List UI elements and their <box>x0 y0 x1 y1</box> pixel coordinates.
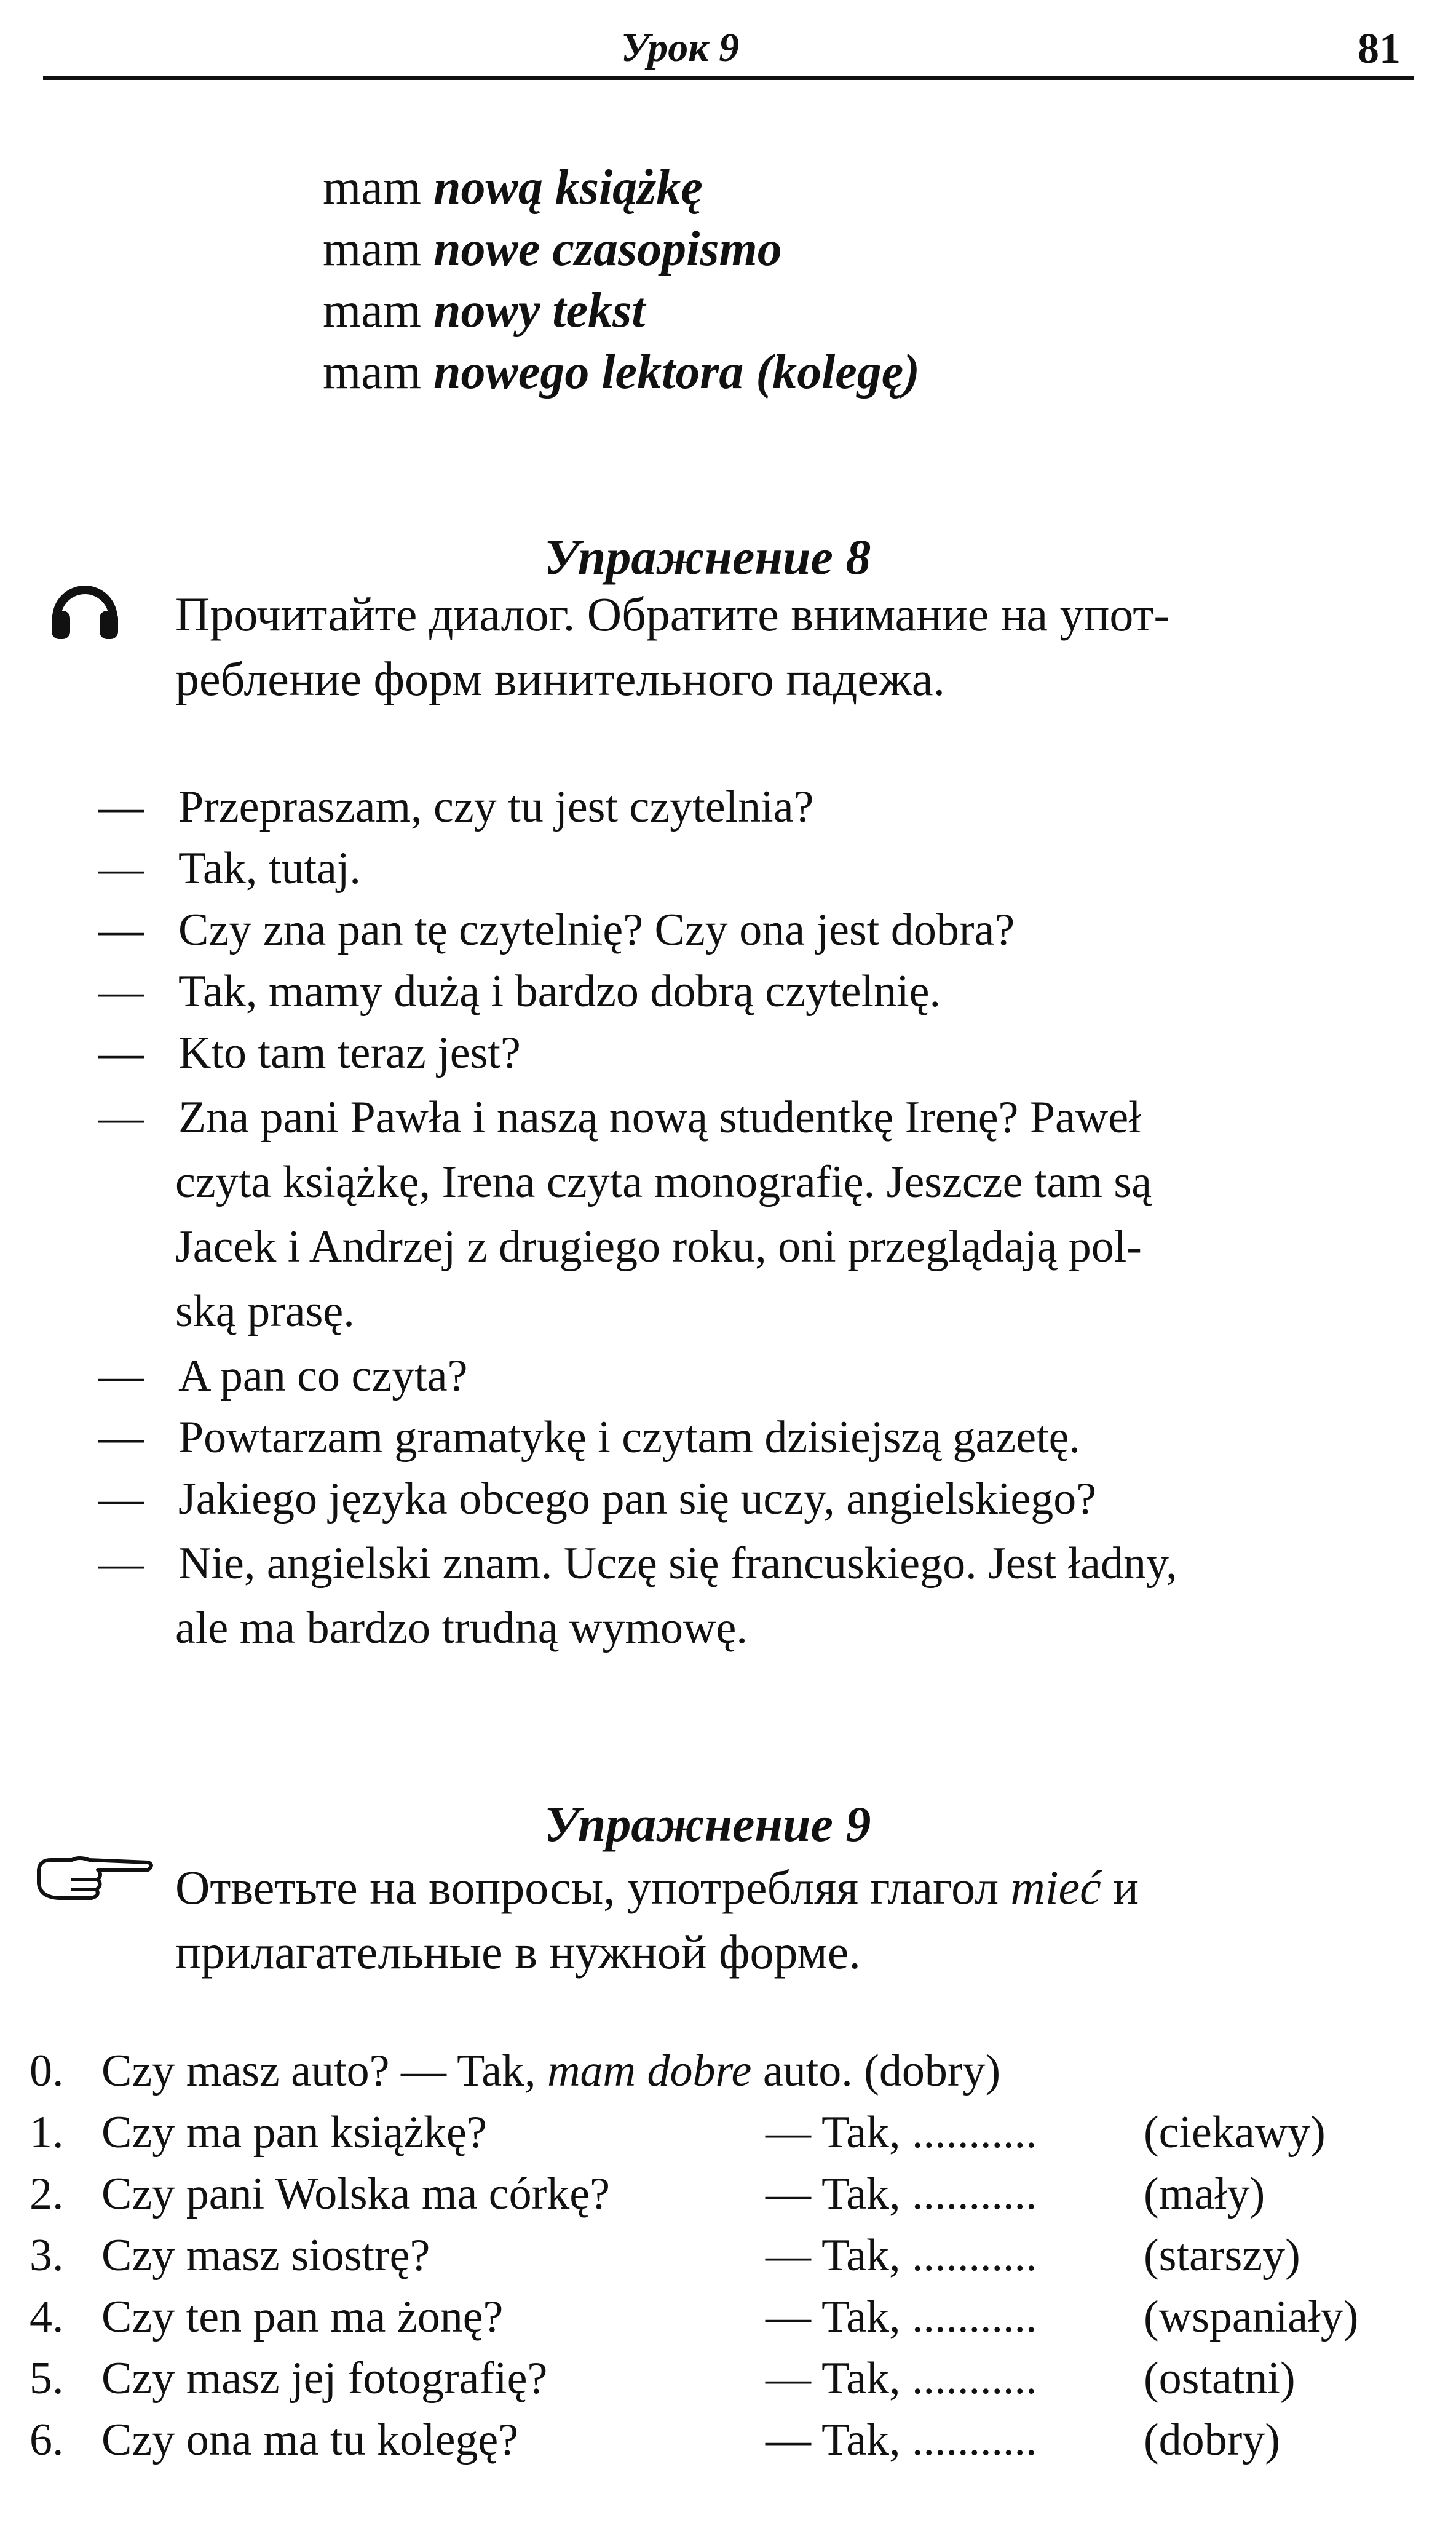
item-answer-blank: — Tak, ........... <box>766 2415 1037 2465</box>
dialog-line: — A pan co czyta? <box>98 1351 468 1401</box>
item-number: 5. <box>30 2353 64 2404</box>
item-number: 1. <box>30 2107 64 2158</box>
item-hint: (wspaniały) <box>1144 2292 1359 2342</box>
example-answer: Czy masz auto? — Tak, mam dobre auto. (dobry) <box>101 2046 1001 2096</box>
dialog-line-continuation: Jacek i Andrzej z drugiego roku, oni przeglądają pol- <box>175 1222 1142 1272</box>
dialog-line: — Powtarzam gramatykę i czytam dzisiejszą gazetę. <box>98 1412 1080 1463</box>
item-hint: (ostatni) <box>1144 2353 1296 2404</box>
item-number: 2. <box>30 2169 64 2219</box>
item-question: Czy pani Wolska ma córkę? <box>101 2169 610 2219</box>
item-answer-blank: — Tak, ........... <box>766 2230 1037 2281</box>
item-answer-blank: — Tak, ........... <box>766 2107 1037 2158</box>
dialog-line: — Kto tam teraz jest? <box>98 1028 521 1078</box>
dialog-line-continuation: czyta książkę, Irena czyta monografię. Jeszcze tam są <box>175 1157 1152 1207</box>
example-phrase: mam nowy tekst <box>323 284 646 338</box>
exercise-8-instruction: ребление форм винительного падежа. <box>175 652 945 705</box>
item-hint: (mały) <box>1144 2169 1265 2219</box>
dialog-line: — Czy zna pan tę czytelnię? Czy ona jest dobra? <box>98 905 1015 955</box>
item-question: Czy ten pan ma żonę? <box>101 2292 504 2342</box>
exercise-9-instruction: прилагательные в нужной форме. <box>175 1925 861 1979</box>
dialog-line: — Tak, mamy dużą i bardzo dobrą czytelnię. <box>98 966 941 1017</box>
exercise-8-instruction: Прочитайте диалог. Обратите внимание на упот- <box>175 587 1170 641</box>
example-phrase: mam nowe czasopismo <box>323 222 782 276</box>
header-rule <box>43 76 1414 80</box>
chapter-title: Урок 9 <box>621 25 740 70</box>
item-hint: (dobry) <box>1144 2415 1280 2465</box>
item-question: Czy ona ma tu kolegę? <box>101 2415 519 2465</box>
page-number: 81 <box>1358 25 1401 73</box>
dialog-line: — Zna pani Pawła i naszą nową studentkę Irenę? Paweł <box>98 1092 1141 1143</box>
item-question: Czy masz siostrę? <box>101 2230 430 2281</box>
dialog-line: — Nie, angielski znam. Uczę się francuskiego. Jest ładny, <box>98 1538 1177 1589</box>
exercise-8-heading: Упражнение 8 <box>544 529 871 585</box>
item-answer-blank: — Tak, ........... <box>766 2353 1037 2404</box>
item-question: Czy masz jej fotografię? <box>101 2353 548 2404</box>
item-question: Czy ma pan książkę? <box>101 2107 487 2158</box>
item-number: 6. <box>30 2415 64 2465</box>
dialog-line: — Jakiego języka obcego pan się uczy, angielskiego? <box>98 1474 1097 1524</box>
item-number: 4. <box>30 2292 64 2342</box>
item-answer-blank: — Tak, ........... <box>766 2292 1037 2342</box>
item-hint: (ciekawy) <box>1144 2107 1326 2158</box>
dialog-line: — Przepraszam, czy tu jest czytelnia? <box>98 782 814 832</box>
example-phrase: mam nową książkę <box>323 161 703 215</box>
exercise-9-heading: Упражнение 9 <box>544 1796 871 1852</box>
dialog-line-continuation: ską prasę. <box>175 1286 355 1337</box>
pointing-hand-icon <box>34 1851 157 1907</box>
item-number: 0. <box>30 2046 64 2096</box>
exercise-9-instruction: Ответьте на вопросы, употребляя глагол mieć и <box>175 1861 1139 1914</box>
item-number: 3. <box>30 2230 64 2281</box>
item-answer-blank: — Tak, ........... <box>766 2169 1037 2219</box>
example-phrase: mam nowego lektora (kolegę) <box>323 345 920 399</box>
dialog-line-continuation: ale ma bardzo trudną wymowę. <box>175 1603 748 1653</box>
headphones-icon <box>48 575 122 643</box>
dialog-line: — Tak, tutaj. <box>98 843 361 894</box>
item-hint: (starszy) <box>1144 2230 1300 2281</box>
